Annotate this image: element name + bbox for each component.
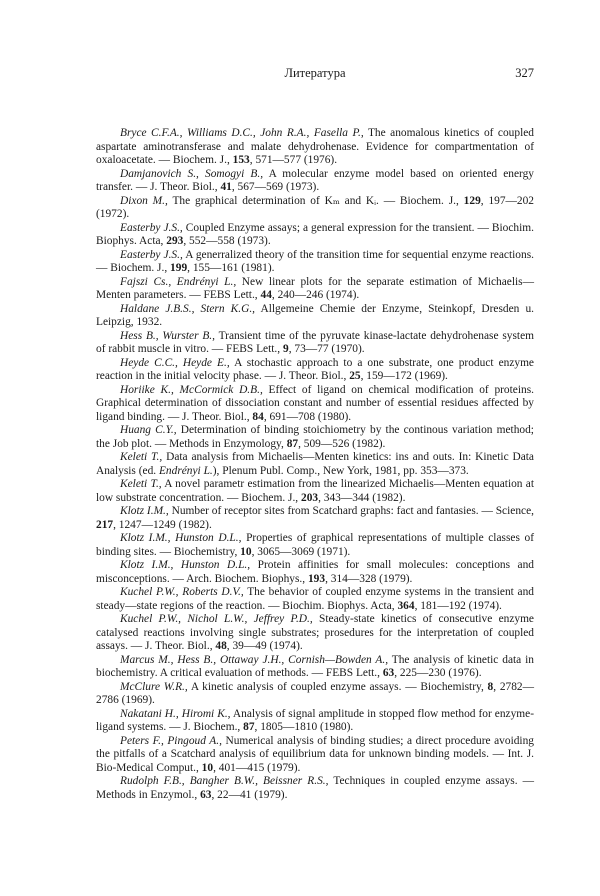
reference-pages: , 155—161 (1981). [187,262,275,274]
reference-volume: 364 [397,599,415,612]
reference-pages: , 691—708 (1980). [263,410,352,423]
reference-entry [96,681,534,708]
reference-volume: 44 [260,289,272,301]
reference-pages: , 571—577 (1976). [249,154,338,166]
reference-volume: 193 [307,572,326,585]
reference-volume: 48 [215,640,227,652]
reference-authors: Klotz I.M., Hunston D.L., [120,559,251,571]
reference-authors: Klotz I.M., [120,505,169,517]
reference-title: Data analysis from Michaelis—Menten kinetics: ins and outs. In: Kinetic Data Analysis (ed. [96,451,534,477]
reference-authors: Hess B., Wurster B., [120,329,215,342]
reference-title: The behavior of coupled enzyme systems in the transient and steady—state regions of the reaction. — Biochim. Biophys. Acta, [96,586,535,612]
page-number: 327 [515,66,534,80]
reference-title: The anomalous kinetics of coupled aspartate aminotransferase and malate dehydrohenase. Evidence for compartmentation of oxaloacetate. — Biochem. J., [96,127,534,166]
reference-title: Coupled Enzyme assays; a general expression for the transient. — Biochim. Biophys. Acta, [96,221,534,247]
reference-title: A molecular enzyme model based on oriented energy transfer. — J. Theor. Biol., [96,167,535,193]
reference-entry [96,303,534,330]
reference-title: A stochastic approach to a one substrate, one product enzyme reaction in the initial velocity phase. — J. Theor. Biol., [96,356,534,382]
reference-volume: 87 [286,437,299,450]
reference-volume: 41 [220,181,232,193]
reference-volume: 84 [252,410,264,423]
reference-entry [96,735,534,776]
reference-title: The analysis of kinetic data in biochemistry. A critical evaluation of methods. — FEBS Lett., [96,653,534,679]
running-header [96,66,534,84]
reference-title: A kinetic analysis of coupled enzyme assays. — Biochemistry, [187,680,488,693]
reference-editor: Endrényi L. [158,464,213,477]
reference-pages: ), Plenum Publ. Comp., New York, 1981, pp. 353—373. [212,464,469,477]
reference-volume: 87 [243,721,255,733]
reference-title: Number of receptor sites from Scatchard graphs: fact and fantasies. — Science, [168,505,534,517]
reference-pages: , 181—192 (1974). [414,599,502,612]
reference-entry [96,586,534,613]
reference-pages: , 73—77 (1970). [288,343,365,355]
reference-entry [96,384,534,425]
reference-volume: 10 [201,761,214,774]
section-title: Литература [284,66,346,80]
reference-pages: , 552—558 (1973). [183,235,271,247]
reference-authors: Heyde C.C., Heyde E., [120,356,230,369]
reference-volume: 203 [301,491,319,504]
reference-authors: Keleti T., [120,478,162,490]
reference-entry [96,478,534,505]
reference-title: Protein affinities for small molecules: conceptions and misconceptions. — Arch. Biochem. Biophys., [96,559,534,585]
reference-entry [96,222,534,249]
reference-pages: , 39—49 (1974). [226,640,303,652]
reference-title: Properties of graphical representations of multiple classes of binding sites. — Biochemistry, [96,532,534,558]
reference-pages: , 314—328 (1979). [325,572,413,585]
reference-pages: , 567—569 (1973). [231,181,320,193]
reference-pages: , 509—526 (1982). [298,437,386,450]
reference-title: Numerical analysis of binding studies; a direct procedure avoiding the pitfalls of a Scatchard analysis of equilibrium data for unknown binding models. — Int. J. Bio-Medical Comput., [96,734,534,774]
reference-title: Transient time of the pyruvate kinase-lactate dehydrohenase system of rabbit muscle in vitro. — FEBS Lett., [96,329,534,355]
reference-pages: , 240—246 (1974). [271,289,360,301]
reference-authors: Bryce C.F.A., Williams D.C., John R.A., Fasella P., [120,127,364,139]
reference-authors: Horiike K., McCormick D.B., [120,383,263,396]
reference-entry [96,127,534,168]
reference-authors: Marcus M., Hess B., Ottaway J.H., Cornish—Bowden A., [120,653,389,666]
reference-authors: McClure W.R., [120,680,188,693]
reference-pages: , 401—415 (1979). [213,761,301,774]
reference-pages: , 1805—1810 (1980). [254,721,354,733]
reference-entry [96,195,534,222]
reference-entry [96,532,534,559]
reference-volume: 199 [170,262,188,274]
reference-volume: 10 [240,545,252,558]
reference-pages: , 343—344 (1982). [318,491,406,504]
reference-pages: , 22—41 (1979). [211,788,288,801]
reference-authors: Kuchel P.W., Roberts D.V., [120,586,244,598]
reference-authors: Fajszi Cs., Endrényi L., [120,275,237,288]
reference-title: The graphical determination of Kₘ and Kᵢ. — Biochem. J., [167,194,464,207]
reference-authors: Klotz I.M., Hunston D.L., [120,532,242,544]
reference-volume: 217 [96,518,114,531]
reference-entry [96,357,534,384]
reference-entry [96,654,534,681]
reference-volume: 25 [349,370,361,382]
reference-volume: 63 [200,788,212,801]
reference-volume: 153 [232,154,250,166]
reference-title: Steady-state kinetics of consecutive enzyme catalysed reactions involving single substrates; prosedures for the interpretation of coupled assays. — J. Theor. Biol., [96,613,534,652]
reference-volume: 63 [382,667,395,679]
reference-authors: Keleti T., [120,451,163,463]
reference-authors: Rudolph F.B., Bangher B.W., Beissner R.S., [120,775,329,787]
reference-pages: , 159—172 (1969). [360,370,448,382]
reference-authors: Nakatani H., Hiromi K., [120,707,231,720]
reference-pages: , 197—202 (1972). [96,194,535,220]
reference-volume: 129 [463,194,481,207]
reference-entry [96,424,534,451]
reference-title: Allgemeine Chemie der Enzyme, Steinkopf, Dresden u. Leipzig, 1932. [96,302,534,328]
reference-pages: , 3065—3069 (1971). [251,545,351,558]
reference-authors: Easterby J.S., [120,221,183,234]
reference-entry [96,451,534,478]
reference-title: Effect of ligand on chemical modification of proteins. Graphical determination of dissociation constant and number of essential residues affected by ligand binding. — J. Theor. Biol., [96,383,534,423]
reference-list [96,127,534,802]
reference-pages: , 225—230 (1976). [394,667,482,679]
reference-volume: 293 [166,235,184,247]
reference-title: Analysis of signal amplitude in stopped flow method for enzyme-ligand systems. — J. Biochem., [96,707,534,733]
reference-volume: 9 [282,343,289,355]
reference-entry [96,775,534,802]
reference-authors: Peters F., Pingoud A., [120,734,222,747]
reference-entry [96,168,534,195]
reference-authors: Easterby J.S., [120,248,183,261]
reference-authors: Dixon M., [120,194,168,207]
reference-entry [96,505,534,532]
reference-entry [96,276,534,303]
reference-title: A generralized theory of the transition time for sequential enzyme reactions. — Biochem. J., [96,248,534,274]
reference-entry [96,708,534,735]
reference-authors: Damjanovich S., Somogyi B., [120,167,264,180]
reference-pages: , 1247—1249 (1982). [113,518,212,531]
reference-title: Determination of binding stoichiometry by the continous variation method; the Job plot. — Methods in Enzymology, [96,424,534,450]
reference-title: Techniques in coupled enzyme assays. — Methods in Enzymol., [96,775,534,801]
reference-authors: Kuchel P.W., Nichol L.W., Jeffrey P.D., [120,613,313,625]
reference-entry [96,559,534,586]
reference-authors: Haldane J.B.S., Stern K.G., [120,302,256,315]
reference-entry [96,330,534,357]
reference-entry [96,613,534,654]
reference-authors: Huang C.Y., [120,424,177,436]
reference-volume: 8 [487,680,494,693]
reference-title: A novel parametr estimation from the linearized Michaelis—Menten equation at low substrate concentration. — Biochem. J., [96,478,534,504]
reference-title: New linear plots for the separate estimation of Michaelis—Menten parameters. — FEBS Lett., [96,275,534,301]
reference-pages: , 2782—2786 (1969). [96,680,534,706]
reference-entry [96,249,534,276]
